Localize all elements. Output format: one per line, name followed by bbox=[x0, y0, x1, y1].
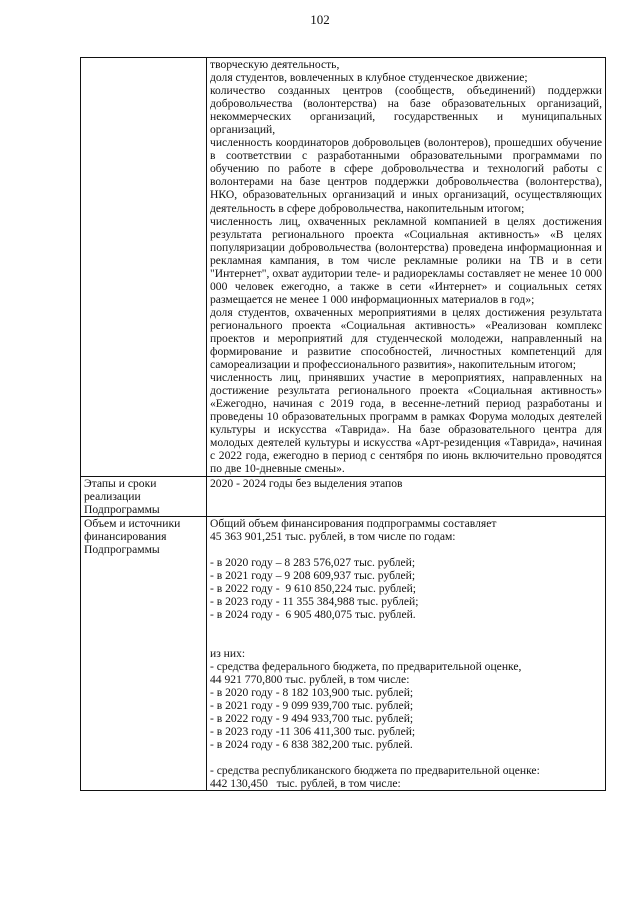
total-year-1: - в 2021 году – 9 208 609,937 тыс. рублей; bbox=[210, 568, 416, 582]
goals-line-5: доля студентов, охваченных мероприятиями в целях достижения результата регионального проекта «Социальная активность» «Реализован комплекс проектов и мероприятий для студенческой молодежи, направленный на формирование и развитие способностей, личностных компетенций для самореализации и профессионального развития», накопительным итогом; bbox=[210, 305, 602, 372]
total-year-3: - в 2023 году - 11 355 384,988 тыс. рублей; bbox=[210, 594, 419, 608]
goals-line-2: количество созданных центров (сообществ, объединений) поддержки добровольчества (волонтерства) на базе образовательных организаций, некоммерческих организаций, государственных и муниципальных организаций, bbox=[210, 84, 602, 137]
total-year-2: - в 2022 году - 9 610 850,224 тыс. рублей; bbox=[210, 581, 417, 595]
finance-intro-1: Общий объем финансирования подпрограммы составляет bbox=[210, 516, 497, 530]
finance-of-which: из них: bbox=[210, 646, 246, 660]
republic-intro-1: - средства республиканского бюджета по предварительной оценке: bbox=[210, 764, 540, 778]
federal-year-0: - в 2020 году - 8 182 103,900 тыс. рублей; bbox=[210, 686, 414, 700]
page-number: 102 bbox=[310, 12, 330, 27]
goals-line-4: численность лиц, охваченных рекламной компанией в целях достижения результата регионального проекта «Социальная активность» «В целях популяризации добровольчества (волонтерства) проведена информационная и рекламная кампания, в том числе рекламные ролики на ТВ и в сети "Интернет", охват аудитории теле- и радиорекламы составляет не менее 10 000 000 человек ежегодно, а также в сети «Интернет» и социальных сетях размещается не менее 1 000 информационных материалов в год»; bbox=[210, 214, 602, 306]
passport-table bbox=[80, 57, 606, 791]
goals-line-1: доля студентов, вовлеченных в клубное студенческое движение; bbox=[210, 71, 528, 85]
federal-year-3: - в 2023 году -11 306 411,300 тыс. рублей; bbox=[210, 725, 416, 739]
goals-line-0: творческую деятельность, bbox=[210, 58, 340, 71]
row-goals-label bbox=[81, 58, 207, 477]
goals-line-6: численность лиц, принявших участие в мероприятиях, направленных на достижение результата регионального проекта «Социальная активность» «Ежегодно, начиная с 2019 года, в весенне-летний период разработаны и проведены 10 образовательных программ в рамках Форума молодых деятелей культуры и искусства «Таврида». На базе образовательного центра для молодых деятелей культуры и искусства «Арт-резиденция «Таврида», начиная с 2022 года, ежегодно в период с сентября по июнь включительно проводятся по две 10-дневные смены». bbox=[210, 371, 602, 476]
total-year-4: - в 2024 году - 6 905 480,075 тыс. рублей. bbox=[210, 607, 416, 621]
row-finance-label: Объем и источники финансирования Подпрограммы bbox=[81, 516, 207, 791]
table-row-stages bbox=[81, 476, 606, 516]
federal-intro-2: 44 921 770,800 тыс. рублей, в том числе: bbox=[210, 673, 410, 687]
row-goals-value bbox=[207, 58, 606, 477]
federal-intro-1: - средства федерального бюджета, по предварительной оценке, bbox=[210, 660, 522, 674]
row-stages-label: Этапы и сроки реализации Подпрограммы bbox=[81, 476, 207, 516]
goals-line-3: численность координаторов добровольцев (волонтеров), прошедших обучение в соответствии с разработанными образовательными программами по обучению по работе в сфере добровольчества и технологий работы с волонтерами на базе центров поддержки добровольчества (волонтерства), НКО, образовательных организаций и иных организаций, осуществляющих деятельность в сфере добровольчества, накопительным итогом; bbox=[210, 136, 602, 215]
federal-year-4: - в 2024 году - 6 838 382,200 тыс. рублей. bbox=[210, 738, 413, 752]
total-year-0: - в 2020 году – 8 283 576,027 тыс. рублей; bbox=[210, 555, 416, 569]
row-finance-value bbox=[207, 516, 606, 791]
table-row-goals bbox=[81, 58, 606, 477]
row-stages-value: 2020 - 2024 годы без выделения этапов bbox=[207, 476, 606, 516]
republic-intro-2: 442 130,450 тыс. рублей, в том числе: bbox=[210, 777, 401, 791]
table-row-finance bbox=[81, 516, 606, 791]
finance-intro-2: 45 363 901,251 тыс. рублей, в том числе по годам: bbox=[210, 529, 456, 543]
federal-year-1: - в 2021 году - 9 099 939,700 тыс. рублей; bbox=[210, 699, 414, 713]
federal-year-2: - в 2022 году - 9 494 933,700 тыс. рублей; bbox=[210, 712, 414, 726]
